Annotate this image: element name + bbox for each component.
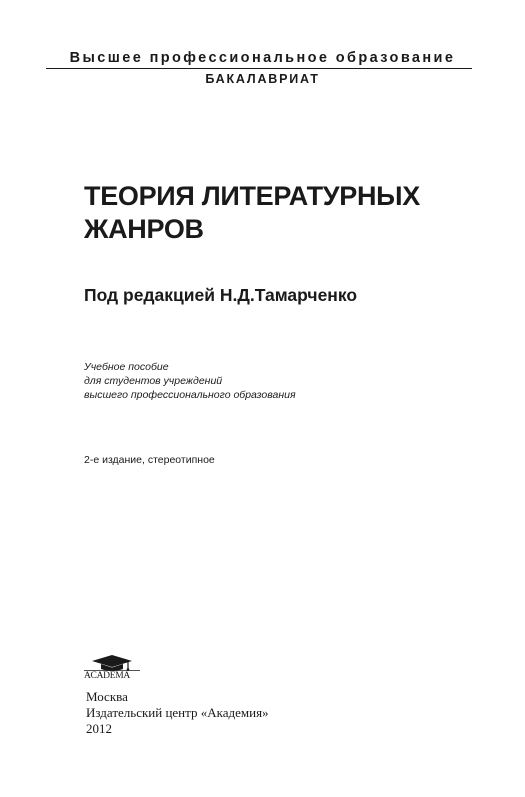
purpose-line-2: для студентов учреждений (84, 375, 223, 387)
book-title-line-1: ТЕОРИЯ ЛИТЕРАТУРНЫХ (84, 181, 421, 211)
book-purpose (84, 360, 296, 402)
publisher-logo-text: ACADEMA (84, 671, 130, 681)
publisher-city: Москва (86, 689, 128, 704)
publisher-name: Издательский центр «Академия» (86, 705, 269, 720)
book-title (84, 180, 504, 246)
book-editor: Под редакцией Н.Д.Тамарченко (84, 285, 358, 305)
series-title: Высшее профессиональное образование (69, 50, 456, 66)
series-divider (46, 68, 472, 69)
book-edition: 2-е издание, стереотипное (84, 454, 215, 466)
publisher-imprint (86, 689, 269, 737)
book-title-line-2: ЖАНРОВ (84, 214, 204, 244)
series-level: БАКАЛАВРИАТ (205, 72, 320, 86)
publisher-year: 2012 (86, 721, 112, 736)
purpose-line-1: Учебное пособие (84, 361, 169, 373)
purpose-line-3: высшего профессионального образования (84, 389, 296, 401)
publisher-logo (84, 654, 140, 686)
